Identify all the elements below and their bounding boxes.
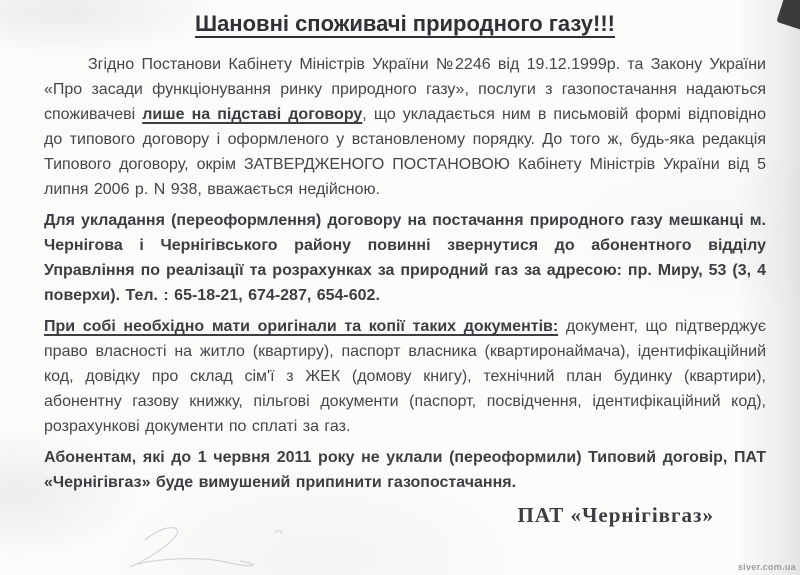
paragraph-required-documents xyxy=(44,314,766,439)
paragraph-contact-info: Для укладання (переоформлення) договору на постачання природного газу мешканці м. Чернігова і Чернігівського району повинні звернутися до абонентного відділу Управління по реалізації та розрахунках за природний газ за адресою: пр. Миру, 53 (3, 4 поверхи). Тел. : 65-18-21, 674-287, 654-602. xyxy=(44,212,766,304)
paragraph-deadline-warning: Абонентам, які до 1 червня 2011 року не уклали (переоформили) Типовий договір, ПАТ «Чернігівгаз» буде вимушений припинити газопостачання. xyxy=(44,449,766,491)
paragraph-legal-basis-lead: Згідно Постанови Кабінету Міністрів України №2246 від 19.12.1999р. та Закону України «Про засади функціонування ринку природного газу», послуги з газопостачання надаються споживачеві xyxy=(44,56,766,123)
paragraph-legal-basis-emphasis: лише на підставі договору xyxy=(142,106,363,123)
scan-corner-artifact xyxy=(776,0,800,32)
signature: ПАТ «Чернігівгаз» xyxy=(517,503,714,527)
paragraph-required-documents-rest: документ, що підтверджує право власності на житло (квартиру), паспорт власника (квартиронаймача), ідентифікаційний код, довідку про склад сім'ї з ЖЕК (домову книгу), технічний план будинку (квартири), абонентну газову книжку, пільгові документи (паспорт, посвідчення, ідентифікаційний код), розрахункові документи по сплаті за газ. xyxy=(44,318,767,435)
paragraph-required-documents-emphasis: При собі необхідно мати оригінали та копії таких документів: xyxy=(44,318,559,335)
paragraph-legal-basis-rest: , що укладається ним в письмовій формі відповідно до типового договору і оформленого у встановленому порядку. До того ж, будь-яка редакція Типового договору, окрім ЗАТВЕРДЖЕНОГО ПОСТАНОВОЮ Кабінету Міністрів України від 5 липня 2006 р. N 938, вважається недійсною. xyxy=(44,106,767,198)
paragraph-legal-basis xyxy=(44,52,766,202)
page-title xyxy=(44,10,766,38)
page-title-text: Шановні споживачі природного газу!!! xyxy=(194,11,616,36)
watermark-text: siver.com.ua xyxy=(737,562,796,572)
